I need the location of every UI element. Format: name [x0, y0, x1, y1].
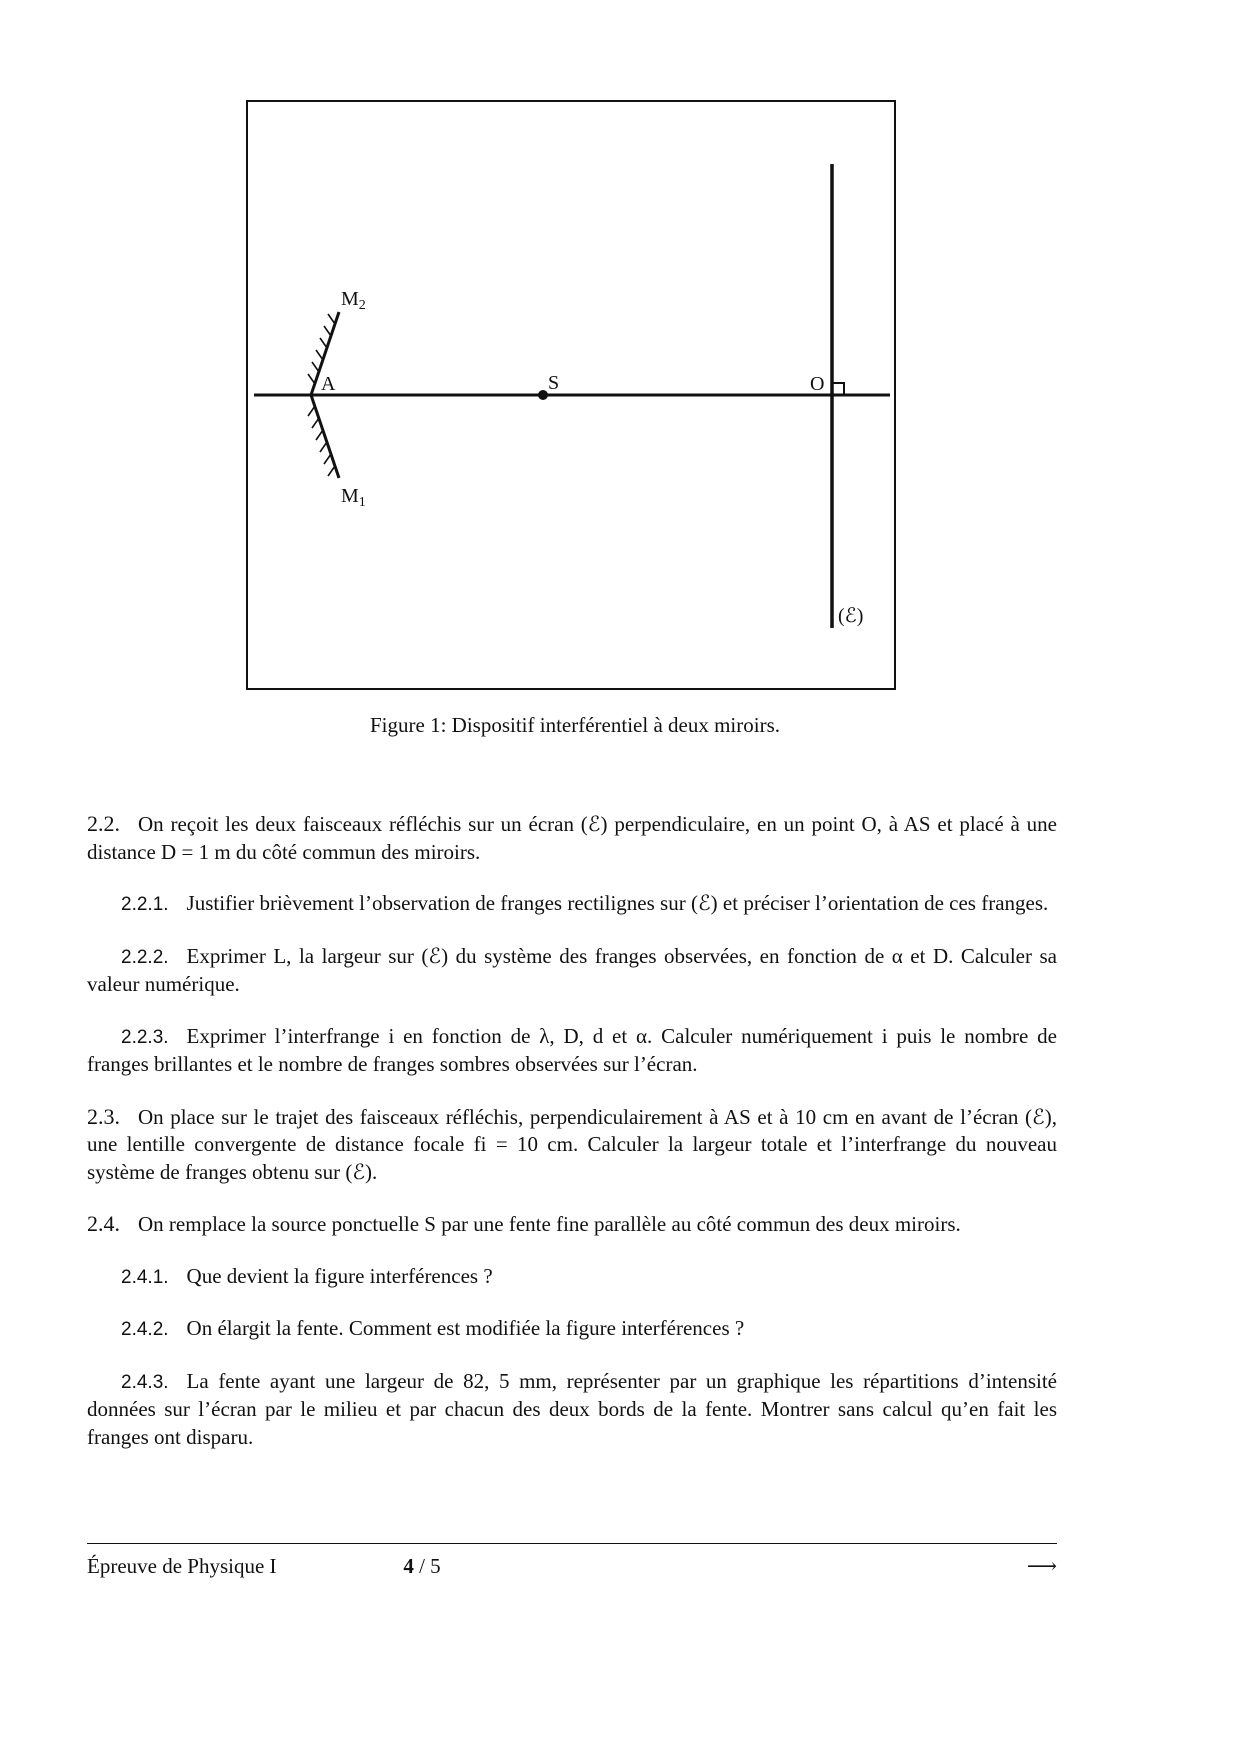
figure-caption: Figure 1: Dispositif interférentiel à deux miroirs. [370, 713, 780, 737]
question-text: Exprimer l’interfrange i en fonction de λ, D, d et α. Calculer numériquement i puis le nombre de franges brillantes et le nombre de franges sombres observées sur l’écran. [87, 1023, 1057, 1076]
question-text: On élargit la fente. Comment est modifiée la figure interférences ? [186, 1316, 745, 1340]
label-screen: (ℰ) [838, 605, 864, 627]
footer-divider [87, 1543, 1057, 1544]
question-2-2-3 [87, 1023, 1057, 1079]
mirror-m1 [311, 395, 339, 478]
next-page-arrow-icon: ⟶ [1026, 1554, 1057, 1578]
page-total: 5 [430, 1554, 441, 1578]
question-2-2-1 [87, 890, 1057, 919]
question-number: 2.4.2. [121, 1319, 169, 1340]
question-number: 2.4.3. [121, 1371, 169, 1393]
label-a: A [321, 373, 336, 395]
question-2-2 [87, 810, 1057, 866]
label-m1: $M_1$ [341, 485, 366, 510]
question-number: 2.2.2. [121, 946, 169, 968]
page-number [87, 1552, 757, 1580]
question-text: Exprimer L, la largeur sur (ℰ) du système des franges observées, en fonction de α et D. Calculer sa valeur numérique. [87, 943, 1057, 996]
question-text: Que devient la figure interférences ? [186, 1263, 493, 1288]
question-2-4-3 [87, 1368, 1057, 1452]
question-text: On reçoit les deux faisceaux réfléchis sur un écran (ℰ) perpendiculaire, en un point O, à AS et placé à une distance D = 1 m du côté commun des miroirs. [87, 812, 1057, 864]
exam-title: Épreuve de Physique I [87, 1554, 277, 1578]
source-point [538, 390, 548, 400]
question-number: 2.2.1. [121, 894, 169, 915]
question-2-4 [87, 1210, 1057, 1239]
right-angle-mark [832, 383, 844, 395]
label-m2: $M_2$ [341, 288, 366, 313]
figure-1 [246, 100, 896, 690]
figure-diagram [246, 100, 896, 690]
question-number: 2.2. [87, 811, 120, 836]
question-text: On remplace la source ponctuelle S par une fente fine parallèle au côté commun des deux miroirs. [138, 1212, 961, 1236]
question-2-4-2 [87, 1315, 1057, 1344]
question-2-2-2 [87, 943, 1057, 999]
question-text: La fente ayant une largeur de 82, 5 mm, représenter par un graphique les répartitions d’intensité données sur l’écran par le milieu et par chacun des deux bords de la fente. Montrer sans calcul qu’en fait les franges ont disparu. [87, 1368, 1057, 1449]
question-list [87, 810, 1057, 1475]
mirror-m1-hatching [308, 406, 335, 476]
question-number: 2.4.1. [121, 1266, 169, 1288]
label-o: O [810, 373, 825, 395]
question-text: On place sur le trajet des faisceaux réfléchis, perpendiculairement à AS et à 10 cm en avant de l’écran (ℰ), une lentille convergente de distance focale fi = 10 cm. Calculer la largeur totale et l’interfrange du nouveau système de franges obtenu sur (ℰ). [87, 1104, 1057, 1184]
question-number: 2.2.3. [121, 1026, 169, 1048]
label-s: S [548, 372, 560, 394]
question-text: Justifier brièvement l’observation de franges rectilignes sur (ℰ) et préciser l’orientation de ces franges. [186, 891, 1049, 915]
question-2-4-1 [87, 1263, 1057, 1292]
question-2-3 [87, 1103, 1057, 1187]
question-number: 2.3. [87, 1103, 120, 1129]
page-separator: / [413, 1554, 431, 1578]
question-number: 2.4. [87, 1211, 120, 1236]
page-current: 4 [403, 1554, 414, 1578]
